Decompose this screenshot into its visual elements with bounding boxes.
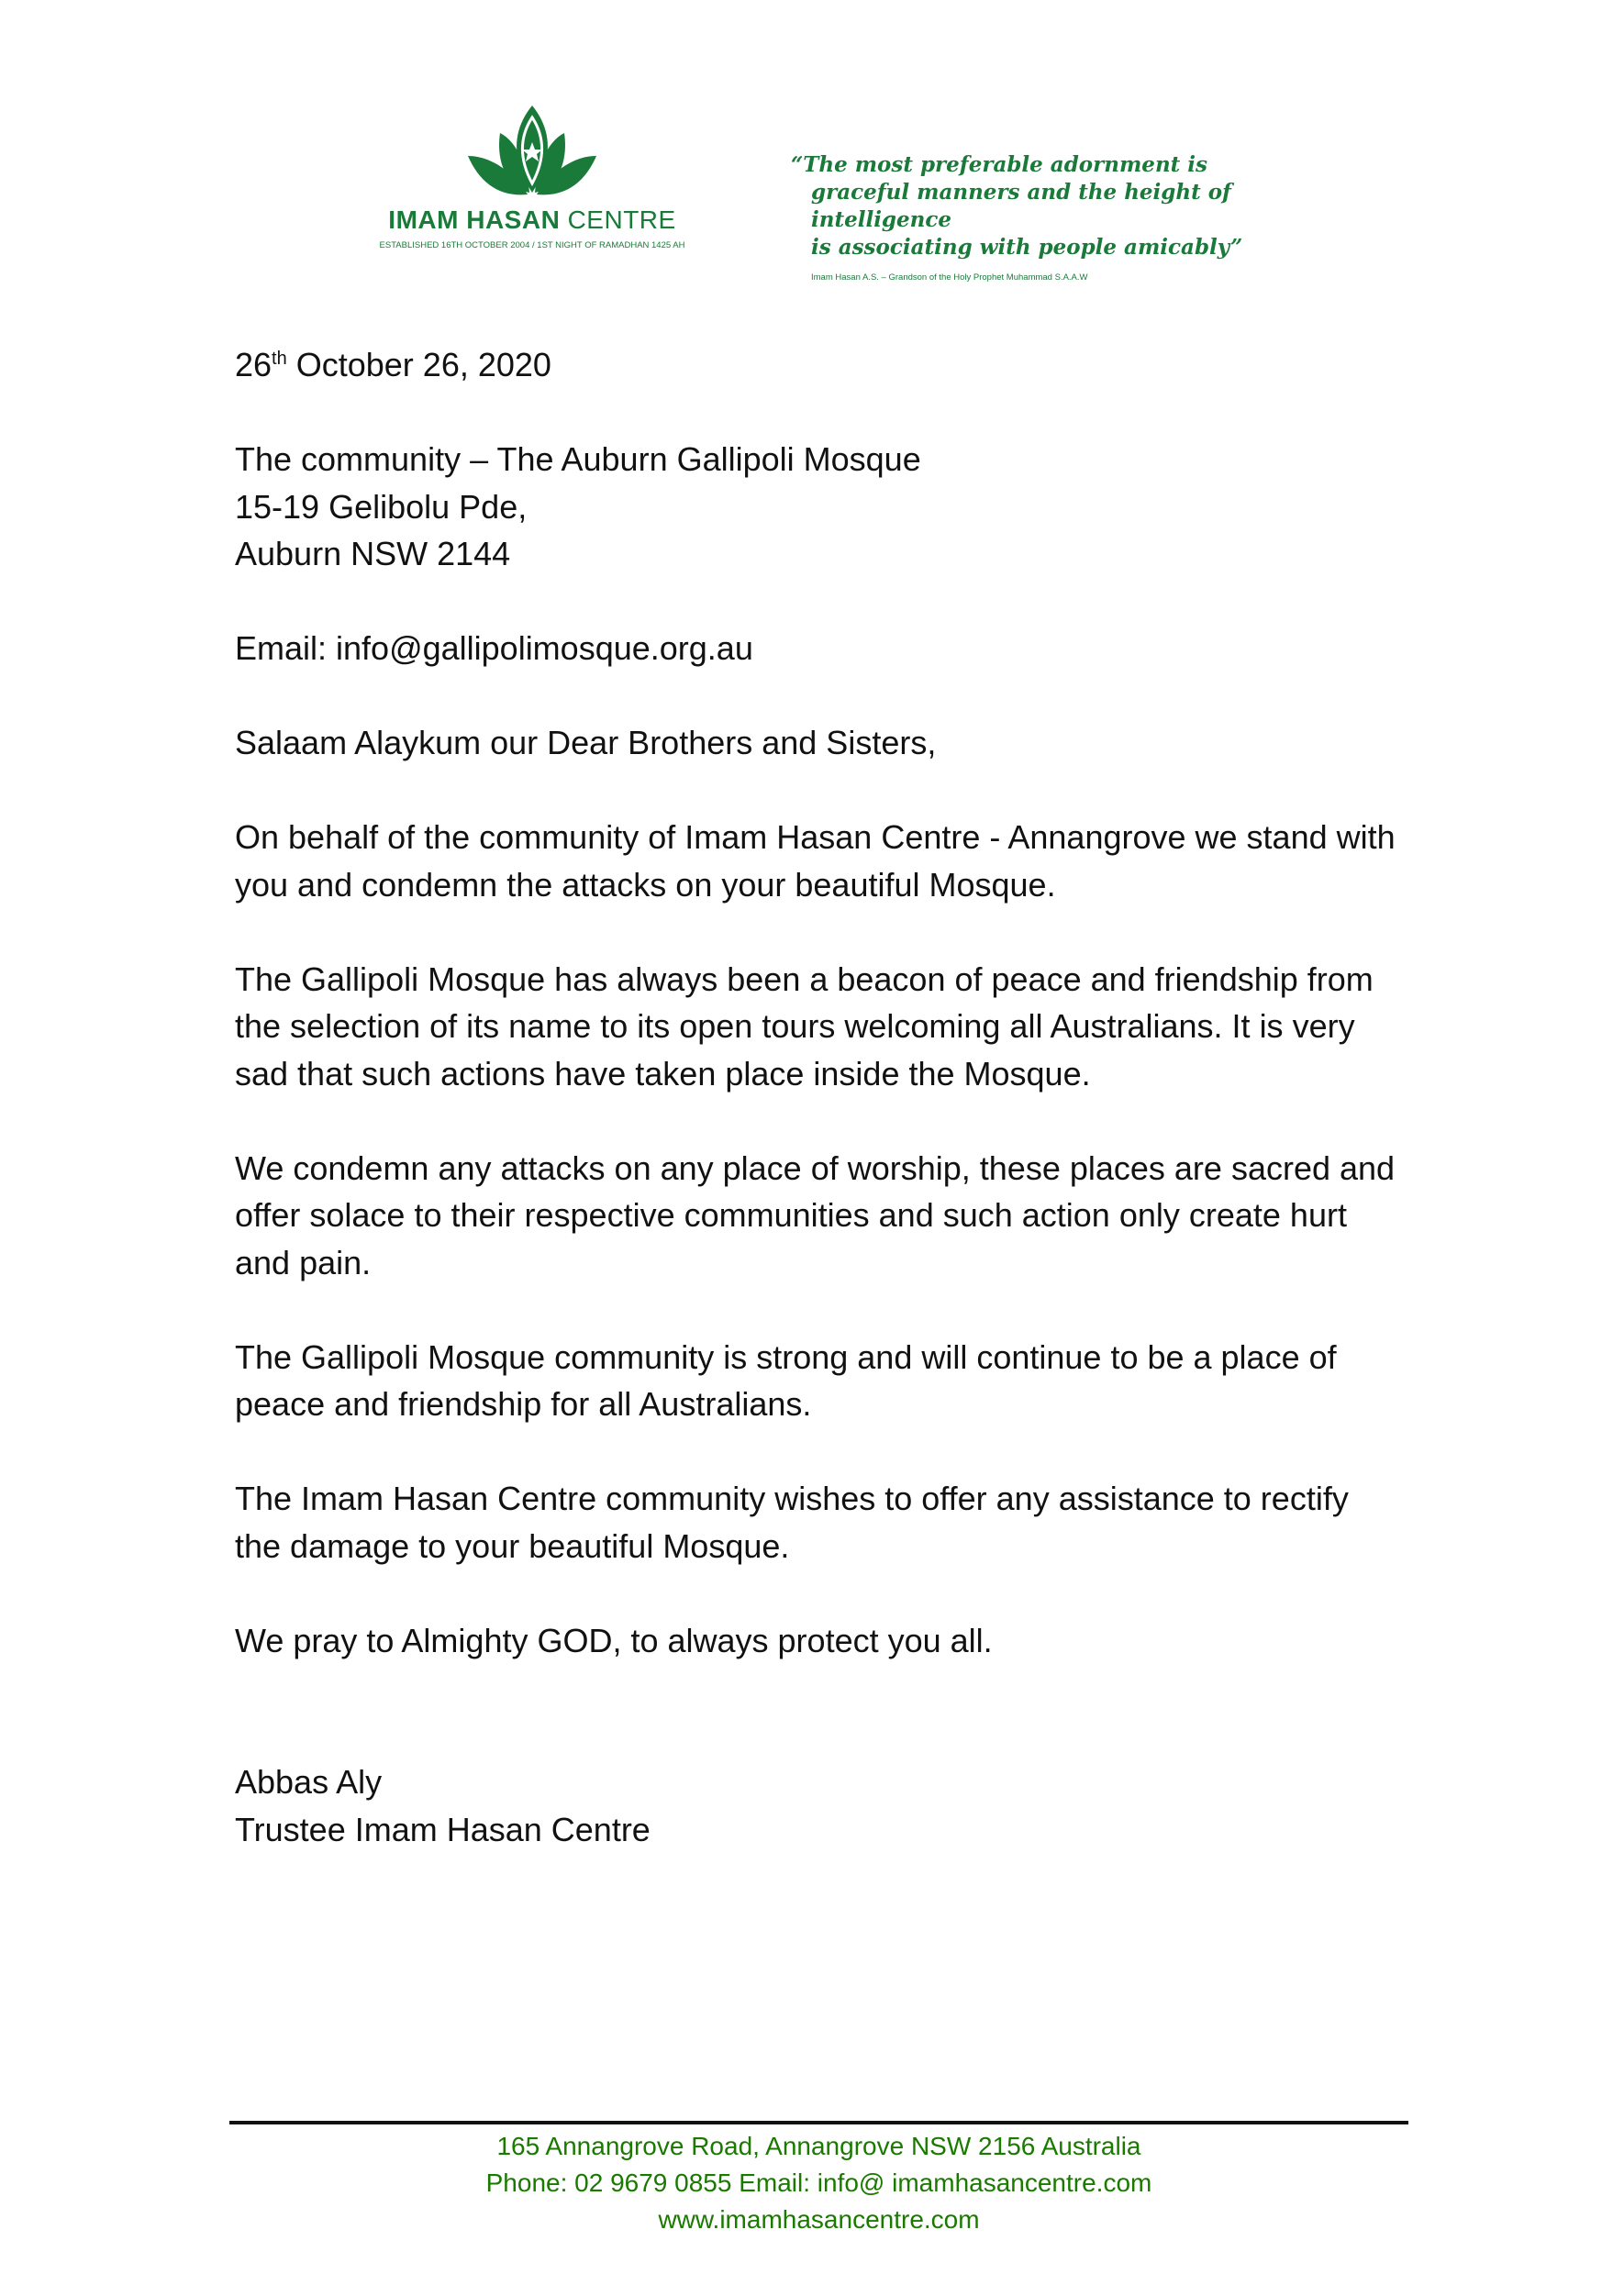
footer-website: www.imamhasancentre.com: [658, 2205, 980, 2234]
paragraph: The Gallipoli Mosque community is strong and will continue to be a place of peace and friendship for all Australians.: [235, 1337, 1337, 1423]
salutation: Salaam Alaykum our Dear Brothers and Sisters,: [235, 724, 937, 761]
paragraph: The Gallipoli Mosque has always been a beacon of peace and friendship from the selection of its name to its open tours welcoming all Australians. It is very sad that such actions have taken place inside the Mosque.: [235, 959, 1374, 1093]
recipient-address: The community – The Auburn Gallipoli Mosque 15-19 Gelibolu Pde, Auburn NSW 2144: [235, 440, 921, 572]
organization-logo: [339, 101, 725, 250]
established-line: ESTABLISHED 16TH OCTOBER 2004 / 1ST NIGHT OF RAMADHAN 1425 AH: [379, 240, 685, 250]
organization-name: IMAM HASAN CENTRE: [388, 205, 676, 234]
letter-date: 26th October 26, 2020: [235, 346, 551, 383]
signature-block: [235, 1758, 1428, 1853]
lotus-star-icon: [463, 101, 601, 202]
letter-body: [235, 341, 1428, 1853]
quote-text: “The most preferable adornment is graceful manners and the height of intelligence is associating with people amicably”: [791, 152, 1243, 260]
quote-attribution: Imam Hasan A.S. – Grandson of the Holy Prophet Muhammad S.A.A.W: [811, 272, 1088, 283]
paragraph: We condemn any attacks on any place of worship, these places are sacred and offer solace to their respective communities and such action only create hurt and pain.: [235, 1148, 1396, 1281]
footer: [229, 2128, 1408, 2238]
header-quote: [791, 151, 1360, 283]
footer-address: 165 Annangrove Road, Annangrove NSW 2156 Australia: [496, 2132, 1141, 2160]
footer-divider: [229, 2121, 1408, 2124]
paragraph: We pray to Almighty GOD, to always protect you all.: [235, 1621, 993, 1659]
paragraph: On behalf of the community of Imam Hasan Centre - Annangrove we stand with you and condemn the attacks on your beautiful Mosque.: [235, 818, 1396, 904]
signatory-name: Abbas Aly: [235, 1763, 383, 1801]
paragraph: The Imam Hasan Centre community wishes to offer any assistance to rectify the damage to your beautiful Mosque.: [235, 1480, 1349, 1565]
signatory-title: Trustee Imam Hasan Centre: [235, 1810, 651, 1848]
recipient-email: Email: info@gallipolimosque.org.au: [235, 629, 753, 667]
footer-contact: Phone: 02 9679 0855 Email: info@ imamhasancentre.com: [485, 2168, 1152, 2197]
